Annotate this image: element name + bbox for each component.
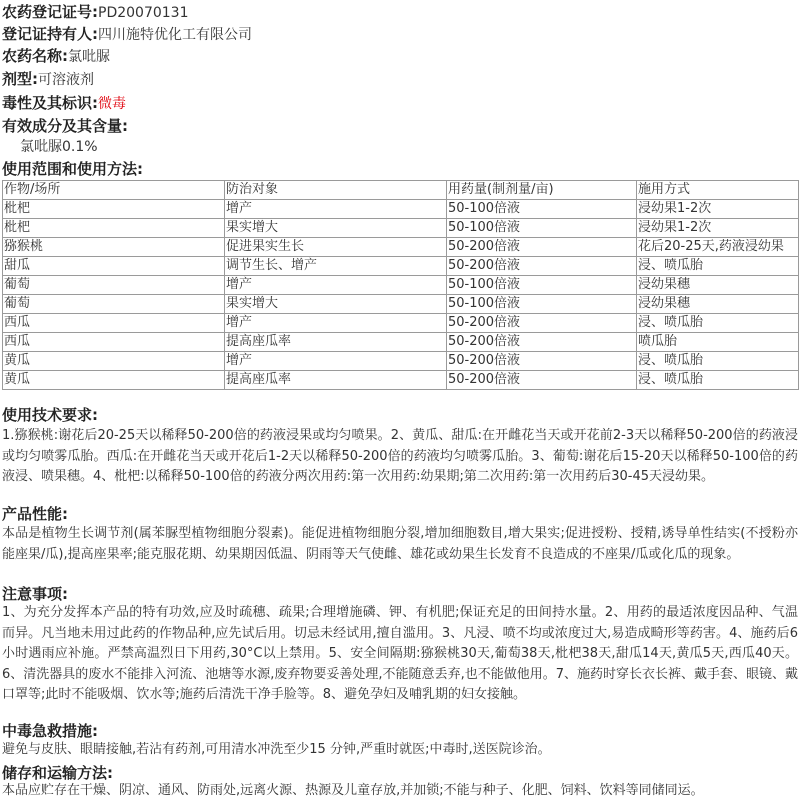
usage-cell: 50-200倍液 (447, 352, 637, 371)
usage-cell: 枇杷 (3, 219, 225, 238)
table-row (3, 238, 799, 257)
usage-cell: 增产 (225, 200, 447, 219)
usage-table-header (3, 181, 799, 200)
usage-cell: 50-200倍液 (447, 314, 637, 333)
table-row (3, 276, 799, 295)
usage-cell: 50-100倍液 (447, 295, 637, 314)
usage-cell: 葡萄 (3, 295, 225, 314)
usage-cell: 喷瓜胎 (637, 333, 799, 352)
usage-cell: 葡萄 (3, 276, 225, 295)
table-row (3, 219, 799, 238)
product-performance-heading: 产品性能: (2, 505, 68, 523)
usage-header-cell: 作物/场所 (3, 181, 225, 200)
usage-cell: 50-100倍液 (447, 276, 637, 295)
precautions-text: 1、为充分发挥本产品的特有功效,应及时疏穗、疏果;合理增施磷、钾、有机肥;保证充足的田间持水量。2、用药的最适浓度因品种、气温而异。凡当地未用过此药的作物品种,应先试后用。切忌未经试用,擅自滥用。3、凡浸、喷不均或浓度过大,易造成畸形等药害。4、施药后6小时遇雨应补施。严禁高温烈日下用药,30°C以上禁用。5、安全间隔期:猕猴桃30天,葡萄38天,枇杷38天,甜瓜14天,黄瓜5天,西瓜40天。6、清洗器具的废水不能排入河流、池塘等水源,废弃物要妥善处理,不能随意丢弃,也不能做他用。7、施药时穿长衣长裤、戴手套、眼镜、戴口罩等;此时不能吸烟、饮水等;施药后清洗干净手脸等。8、避免孕妇及哺乳期的妇女接触。 (2, 605, 798, 702)
usage-heading: 使用范围和使用方法: (2, 160, 143, 178)
usage-cell: 浸幼果穗 (637, 276, 799, 295)
table-row (3, 200, 799, 219)
usage-cell: 调节生长、增产 (225, 257, 447, 276)
usage-cell: 提高座瓜率 (225, 371, 447, 390)
registration-number-label: 农药登记证号: (2, 3, 98, 21)
usage-cell: 浸、喷瓜胎 (637, 352, 799, 371)
precautions-heading: 注意事项: (2, 585, 68, 603)
usage-cell: 果实增大 (225, 219, 447, 238)
usage-cell: 花后20-25天,药液浸幼果 (637, 238, 799, 257)
first-aid-heading: 中毒急救措施: (2, 722, 98, 740)
usage-cell: 增产 (225, 314, 447, 333)
usage-cell: 猕猴桃 (3, 238, 225, 257)
pesticide-name-label: 农药名称: (2, 47, 68, 65)
toxicity-line (2, 92, 126, 114)
registration-holder-label: 登记证持有人: (2, 25, 98, 43)
toxicity-value: 微毒 (98, 96, 126, 112)
registration-number-line (2, 1, 188, 23)
table-row (3, 257, 799, 276)
usage-cell: 黄瓜 (3, 352, 225, 371)
tech-requirements-text: 1.猕猴桃:谢花后20-25天以稀释50-200倍的药液浸果或均匀喷果。2、黄瓜、甜瓜:在开雌花当天或开花前2-3天以稀释50-200倍的药液浸或均匀喷雾瓜胎。西瓜:在开雌花当天或开花后1-2天以稀释50-200倍的药液均匀喷雾瓜胎。3、葡萄:谢花后15-20天以稀释50-100倍的药液浸、喷果穗。4、枇杷:以稀释50-100倍的药液分两次用药:第一次用药:幼果期;第二次用药:第一次用药后30-45天浸幼果。 (2, 428, 798, 484)
table-row (3, 314, 799, 333)
formulation-line (2, 68, 94, 90)
usage-cell: 50-100倍液 (447, 219, 637, 238)
formulation-label: 剂型: (2, 70, 38, 88)
table-row (3, 333, 799, 352)
registration-holder-value: 四川施特优化工有限公司 (98, 27, 252, 43)
usage-table (2, 180, 799, 390)
product-performance-text: 本品是植物生长调节剂(属苯脲型植物细胞分裂素)。能促进植物细胞分裂,增加细胞数目,增大果实;促进授粉、授精,诱导单性结实(不授粉亦能座果/瓜),提高座果率;能克服花期、幼果期因低温、阴雨等天气使雌、雄花或幼果生长发育不良造成的不座果/瓜或化瓜的现象。 (2, 526, 798, 562)
usage-cell: 提高座瓜率 (225, 333, 447, 352)
toxicity-label: 毒性及其标识: (2, 94, 98, 112)
usage-cell: 浸、喷瓜胎 (637, 257, 799, 276)
usage-cell: 西瓜 (3, 333, 225, 352)
usage-cell: 果实增大 (225, 295, 447, 314)
pesticide-name-line (2, 45, 110, 67)
usage-header-cell: 用药量(制剂量/亩) (447, 181, 637, 200)
tech-requirements-heading: 使用技术要求: (2, 406, 98, 424)
ingredient-value: 氯吡脲0.1% (20, 139, 98, 155)
usage-cell: 50-200倍液 (447, 371, 637, 390)
usage-cell: 增产 (225, 352, 447, 371)
usage-cell: 50-200倍液 (447, 333, 637, 352)
usage-header-cell: 施用方式 (637, 181, 799, 200)
usage-cell: 浸、喷瓜胎 (637, 314, 799, 333)
formulation-value: 可溶液剂 (38, 72, 94, 88)
storage-text: 本品应贮存在干燥、阴凉、通风、防雨处,远离火源、热源及儿童存放,并加锁;不能与种子、化肥、饲料、饮料等同储同运。 (2, 783, 704, 798)
ingredient-heading: 有效成分及其含量: (2, 117, 128, 135)
usage-cell: 甜瓜 (3, 257, 225, 276)
pesticide-name-value: 氯吡脲 (68, 49, 110, 65)
usage-cell: 50-100倍液 (447, 200, 637, 219)
usage-cell: 黄瓜 (3, 371, 225, 390)
usage-cell: 西瓜 (3, 314, 225, 333)
usage-cell: 50-200倍液 (447, 238, 637, 257)
usage-cell: 浸幼果1-2次 (637, 200, 799, 219)
usage-cell: 枇杷 (3, 200, 225, 219)
registration-number-value: PD20070131 (98, 5, 189, 21)
registration-holder-line (2, 23, 252, 45)
table-row (3, 352, 799, 371)
usage-cell: 促进果实生长 (225, 238, 447, 257)
usage-cell: 增产 (225, 276, 447, 295)
first-aid-text: 避免与皮肤、眼睛接触,若沾有药剂,可用清水冲洗至少15 分钟,严重时就医;中毒时,送医院诊治。 (2, 742, 551, 757)
storage-heading: 储存和运输方法: (2, 764, 113, 782)
usage-cell: 50-200倍液 (447, 257, 637, 276)
usage-cell: 浸、喷瓜胎 (637, 371, 799, 390)
table-row (3, 371, 799, 390)
usage-cell: 浸幼果1-2次 (637, 219, 799, 238)
usage-cell: 浸幼果穗 (637, 295, 799, 314)
usage-header-cell: 防治对象 (225, 181, 447, 200)
table-row (3, 295, 799, 314)
